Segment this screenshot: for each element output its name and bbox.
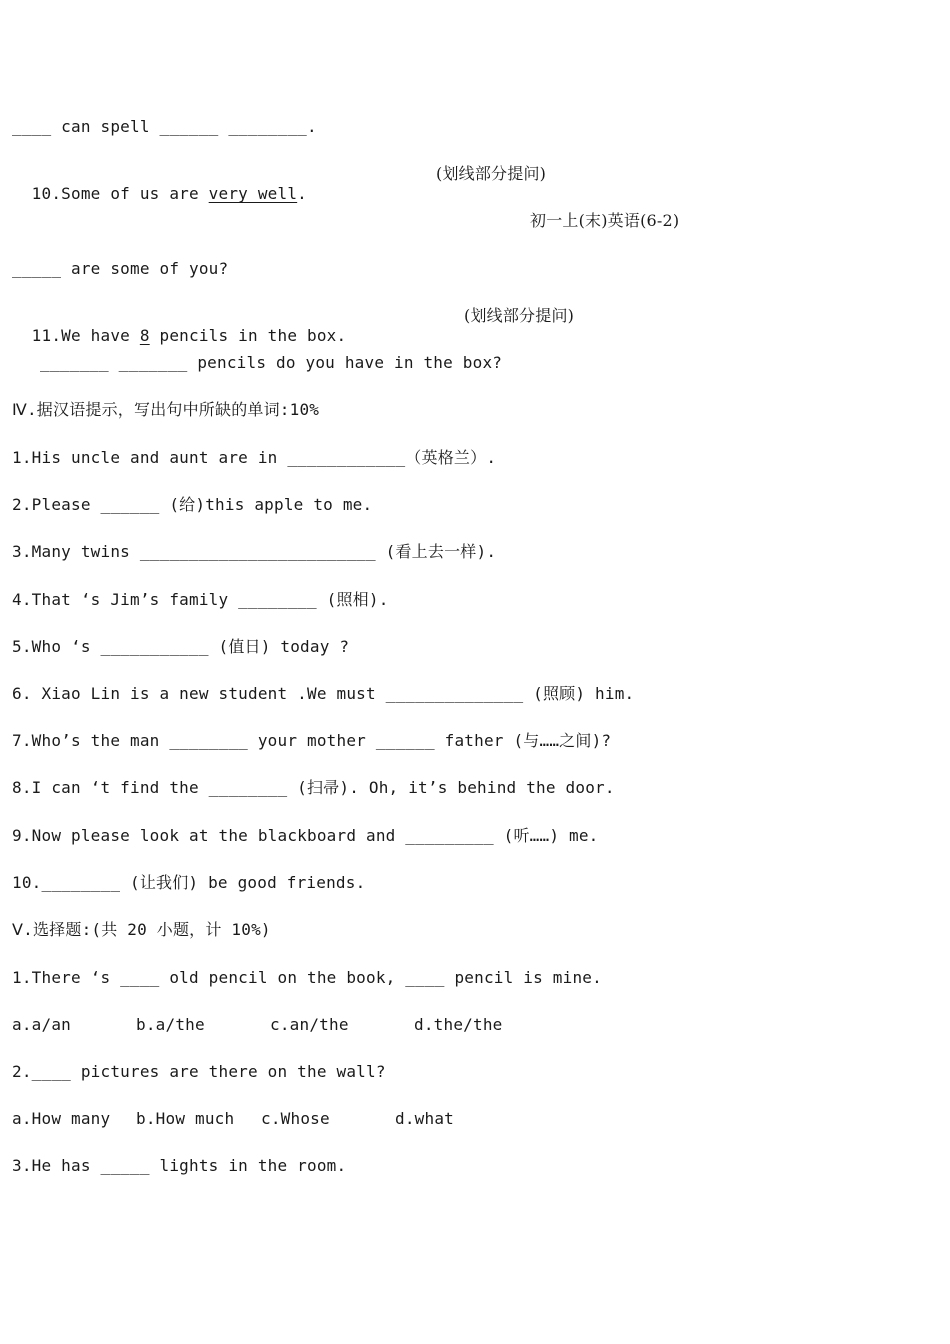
option-d: d.what (395, 1109, 454, 1128)
question-text: 10.Some of us are (31, 184, 209, 203)
question-text-end: . (297, 184, 308, 203)
fill-blank-line: _____ are some of you? (12, 259, 229, 278)
instruction-note: (划线部分提问) (436, 164, 547, 183)
section-4-item-6: 6. Xiao Lin is a new student .We must ______________ (照顾) him. (12, 684, 635, 703)
underlined-phrase: very well (208, 184, 298, 203)
section-5-question-1: 1.There ‘s ____ old pencil on the book, ____ pencil is mine. (12, 968, 602, 987)
section-4-item-9: 9.Now please look at the blackboard and _________ (听……) me. (12, 826, 599, 845)
section-4-item-10: 10.________ (让我们) be good friends. (12, 873, 366, 892)
section-4-item-8: 8.I can ‘t find the ________ (扫帚). Oh, it’s behind the door. (12, 778, 615, 797)
fill-blank-line: _______ _______ pencils do you have in the box? (40, 353, 503, 372)
question-10-line (12, 164, 307, 204)
question-11-line (12, 306, 346, 346)
question-text: 11.We have (31, 326, 140, 345)
option-b: b.a/the (136, 1015, 205, 1034)
underlined-number: 8 (139, 326, 150, 345)
option-c: c.Whose (261, 1109, 330, 1128)
option-d: d.the/the (414, 1015, 503, 1034)
section-5-question-2: 2.____ pictures are there on the wall? (12, 1062, 386, 1081)
page-header: 初一上(末)英语(6-2) (530, 211, 680, 230)
section-4-item-5: 5.Who ‘s ___________ (值日) today ? (12, 637, 350, 656)
option-c: c.an/the (270, 1015, 349, 1034)
option-a: a.a/an (12, 1015, 71, 1034)
option-b: b.How much (136, 1109, 235, 1128)
instruction-note: (划线部分提问) (464, 306, 575, 325)
fill-blank-line: ____ can spell ______ ________. (12, 117, 317, 136)
section-4-title: Ⅳ.据汉语提示，写出句中所缺的单词:10% (12, 400, 320, 419)
section-5-title: Ⅴ.选择题:(共 20 小题，计 10%) (12, 920, 271, 939)
section-4-item-4: 4.That ‘s Jim’s family ________ (照相). (12, 590, 389, 609)
question-text-end: pencils in the box. (149, 326, 347, 345)
section-4-item-7: 7.Who’s the man ________ your mother ______ father (与……之间)? (12, 731, 612, 750)
section-4-item-2: 2.Please ______ (给)this apple to me. (12, 495, 373, 514)
section-4-item-3: 3.Many twins ________________________ (看上去一样). (12, 542, 497, 561)
option-a: a.How many (12, 1109, 111, 1128)
section-4-item-1: 1.His uncle and aunt are in ____________（英格兰）. (12, 448, 497, 467)
section-5-question-3: 3.He has _____ lights in the room. (12, 1156, 347, 1175)
